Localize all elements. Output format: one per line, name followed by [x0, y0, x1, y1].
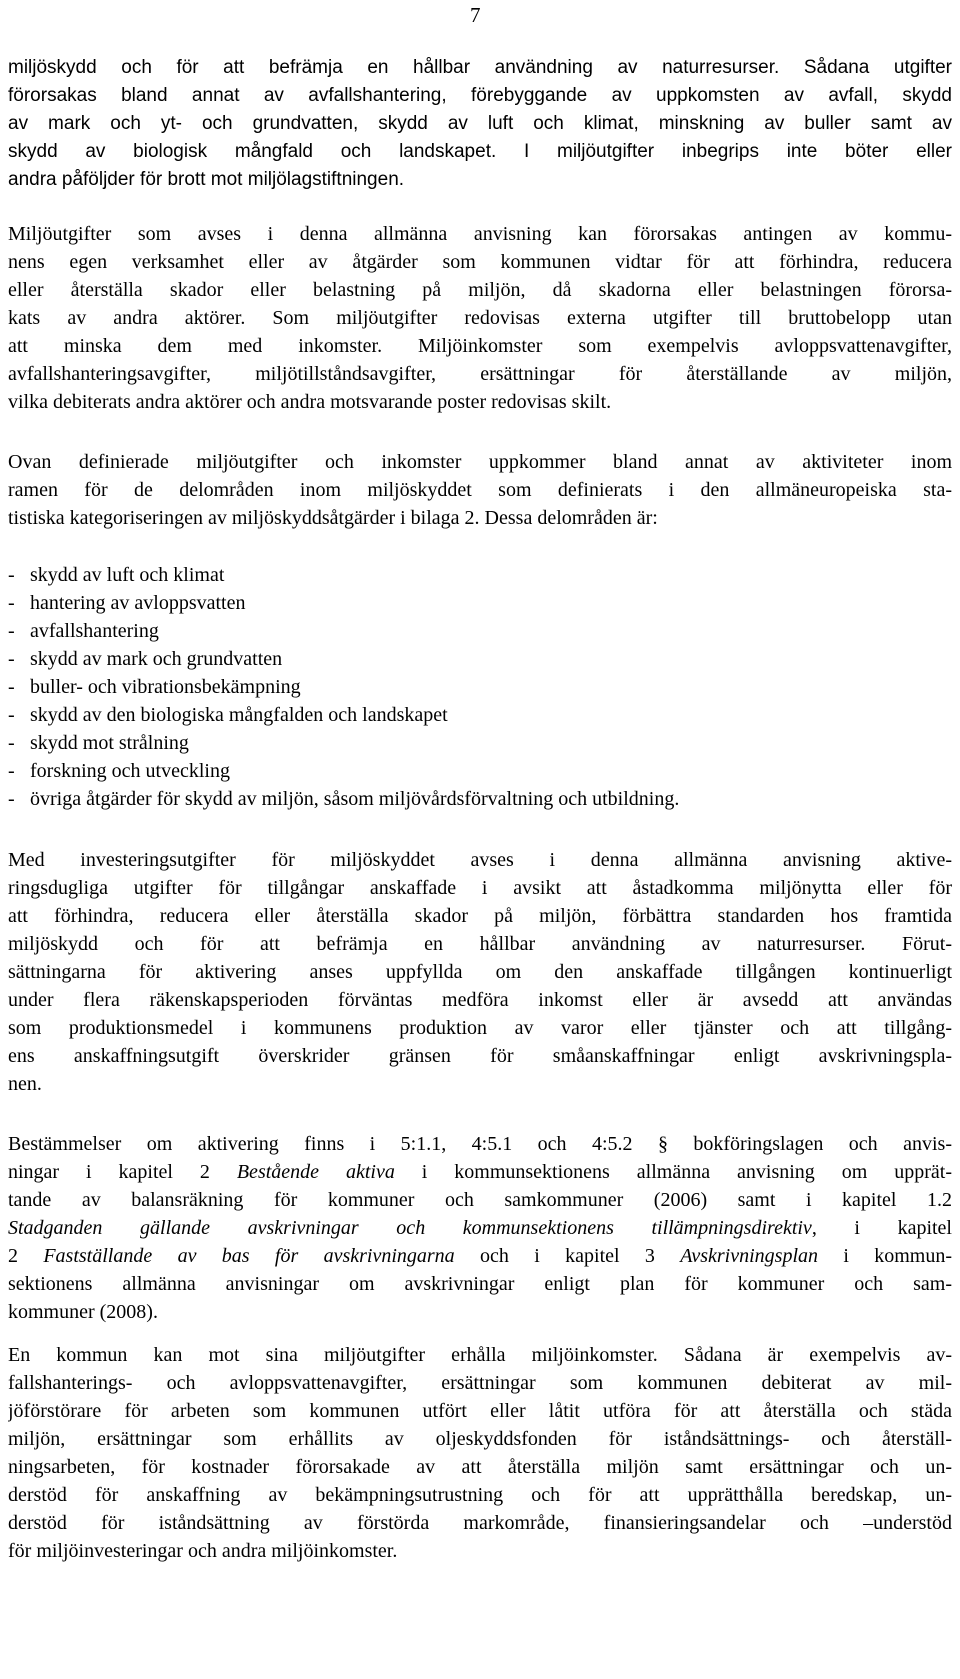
paragraph-activation-regulations [8, 1130, 952, 1326]
text-line: miljöskydd och för att befrämja en hållbar användning av naturresurser. Förut- [8, 933, 952, 955]
text-line: eller återställa skador eller belastning på miljön, då skadorna eller belastningen förorsa- [8, 279, 952, 301]
reference-title: Stadganden gällande avskrivningar och kommunsektionens tillämpningsdirektiv [8, 1217, 812, 1239]
text-line: under flera räkenskapsperioden förväntas medföra inkomst eller är avsedd att användas [8, 989, 952, 1011]
text-line: ramen för de delområden inom miljöskyddet som definierats i den allmäneuropeiska sta- [8, 479, 952, 501]
list-item [8, 673, 952, 701]
text-line: derstöd för iståndsättning av förstörda markområde, finansieringsandelar och –understöd [8, 1512, 952, 1534]
list-dash: - [8, 564, 15, 586]
text-line: Med investeringsutgifter för miljöskyddet avses i denna allmänna anvisning aktive- [8, 849, 952, 871]
text-line: ringsdugliga utgifter för tillgångar anskaffade i avsikt att åstadkomma miljönytta eller för [8, 877, 952, 899]
text-line: Ovan definierade miljöutgifter och inkomster uppkommer bland annat av aktiviteter inom [8, 451, 952, 473]
text-run: i kommunsektionens allmänna anvisning om upprät- [394, 1161, 952, 1183]
list-dash: - [8, 788, 15, 810]
text-line: miljön, ersättningar som erhållits av oljeskyddsfonden för iståndsättnings- och återställ- [8, 1428, 952, 1450]
paragraph-investment-costs [8, 846, 952, 1098]
text-line: tande av balansräkning för kommuner och samkommuner (2006) samt i kapitel 1.2 [8, 1189, 952, 1211]
text-line: tistiska kategoriseringen av miljöskyddsåtgärder i bilaga 2. Dessa delområden är: [8, 507, 658, 529]
list-item-text: övriga åtgärder för skydd av miljön, såsom miljövårdsförvaltning och utbildning. [30, 788, 680, 810]
text-run: i kommun- [818, 1245, 952, 1267]
text-run: 2 [8, 1245, 44, 1267]
text-line [8, 1158, 952, 1186]
text-line: förorsakas bland annat av avfallshantering, förebyggande av uppkomsten av avfall, skydd [8, 85, 952, 106]
list-item [8, 617, 952, 645]
list-item-text: hantering av avloppsvatten [30, 592, 246, 614]
text-line: andra påföljder för brott mot miljölagstiftningen. [8, 169, 405, 190]
list-item [8, 785, 952, 813]
list-item-text: skydd av luft och klimat [30, 564, 225, 586]
text-line: ningsarbeten, för kostnader förorsakade av att återställa miljön samt ersättningar och un- [8, 1456, 952, 1478]
text-line: kats av andra aktörer. Som miljöutgifter redovisas externa utgifter till bruttobelopp utan [8, 307, 952, 329]
text-line: av mark och yt- och grundvatten, skydd av luft och klimat, minskning av buller samt av [8, 113, 952, 134]
list-item [8, 645, 952, 673]
list-item-text: avfallshantering [30, 620, 159, 642]
paragraph-environment-income [8, 1341, 952, 1565]
text-run: , i kapitel [811, 1217, 952, 1239]
text-line: sektionens allmänna anvisningar om avskrivningar enligt plan för kommuner och sam- [8, 1273, 952, 1295]
list-item-text: forskning och utveckling [30, 760, 230, 782]
list-item [8, 729, 952, 757]
list-item [8, 561, 952, 589]
list-dash: - [8, 760, 15, 782]
text-line: ens anskaffningsutgift överskrider gränsen för småanskaffningar enligt avskrivningspla- [8, 1045, 952, 1067]
list-dash: - [8, 592, 15, 614]
text-line: miljöskydd och för att befrämja en hållbar användning av naturresurser. Sådana utgifter [8, 57, 952, 78]
paragraph-environment-costs-intro [8, 54, 952, 194]
list-dash: - [8, 676, 15, 698]
text-line: fallshanterings- och avloppsvattenavgifter, ersättningar som kommunen debiterat av mil- [8, 1372, 952, 1394]
text-run: ningar i kapitel 2 [8, 1161, 237, 1183]
text-line: för miljöinvesteringar och andra miljöinkomster. [8, 1540, 398, 1562]
text-line: derstöd för anskaffning av bekämpningsutrustning och för att upprätthålla beredskap, un- [8, 1484, 952, 1506]
text-line: som produktionsmedel i kommunens produktion av varor eller tjänster och att tillgång- [8, 1017, 952, 1039]
page-number: 7 [470, 3, 481, 27]
text-line: Miljöutgifter som avses i denna allmänna anvisning kan förorsakas antingen av kommu- [8, 223, 952, 245]
reference-title: Fastställande av bas för avskrivningarna [43, 1245, 455, 1267]
text-line: vilka debiterats andra aktörer och andra motsvarande poster redovisas skilt. [8, 391, 612, 413]
reference-title: Bestående aktiva [236, 1161, 395, 1183]
text-line [8, 1214, 952, 1242]
list-item-text: buller- och vibrationsbekämpning [30, 676, 301, 698]
list-item [8, 701, 952, 729]
list-item-text: skydd av den biologiska mångfalden och landskapet [30, 704, 448, 726]
list-dash: - [8, 704, 15, 726]
text-line: att förhindra, reducera eller återställa skador på miljön, förbättra standarden hos framtida [8, 905, 952, 927]
text-line: kommuner (2008). [8, 1301, 158, 1323]
text-line: att minska dem med inkomster. Miljöinkomster som exempelvis avloppsvattenavgifter, [8, 335, 952, 357]
paragraph-sub-areas-intro [8, 448, 952, 532]
text-line: sättningarna för aktivering anses uppfyllda om den anskaffade tillgången kontinuerligt [8, 961, 952, 983]
reference-title: Avskrivningsplan [680, 1245, 818, 1267]
text-line: nens egen verksamhet eller av åtgärder som kommunen vidtar för att förhindra, reducera [8, 251, 952, 273]
list-item [8, 589, 952, 617]
list-item-text: skydd mot strålning [30, 732, 189, 754]
list-dash: - [8, 732, 15, 754]
text-line: nen. [8, 1073, 42, 1095]
text-run: och i kapitel 3 [454, 1245, 681, 1267]
text-line: skydd av biologisk mångfald och landskapet. I miljöutgifter inbegrips inte böter eller [8, 141, 952, 162]
paragraph-environment-costs-definition [8, 220, 952, 416]
list-dash: - [8, 648, 15, 670]
list-dash: - [8, 620, 15, 642]
text-line: En kommun kan mot sina miljöutgifter erhålla miljöinkomster. Sådana är exempelvis av- [8, 1344, 952, 1366]
list-item-text: skydd av mark och grundvatten [30, 648, 283, 670]
text-line [8, 1242, 952, 1270]
list-item [8, 757, 952, 785]
text-line: Bestämmelser om aktivering finns i 5:1.1, 4:5.1 och 4:5.2 § bokföringslagen och anvis- [8, 1133, 952, 1155]
text-line: jöförstörare för arbeten som kommunen utfört eller låtit utföra för att återställa och städa [8, 1400, 952, 1422]
sub-areas-list [8, 561, 952, 813]
text-line: avfallshanteringsavgifter, miljötillståndsavgifter, ersättningar för återställande av miljön, [8, 363, 952, 385]
